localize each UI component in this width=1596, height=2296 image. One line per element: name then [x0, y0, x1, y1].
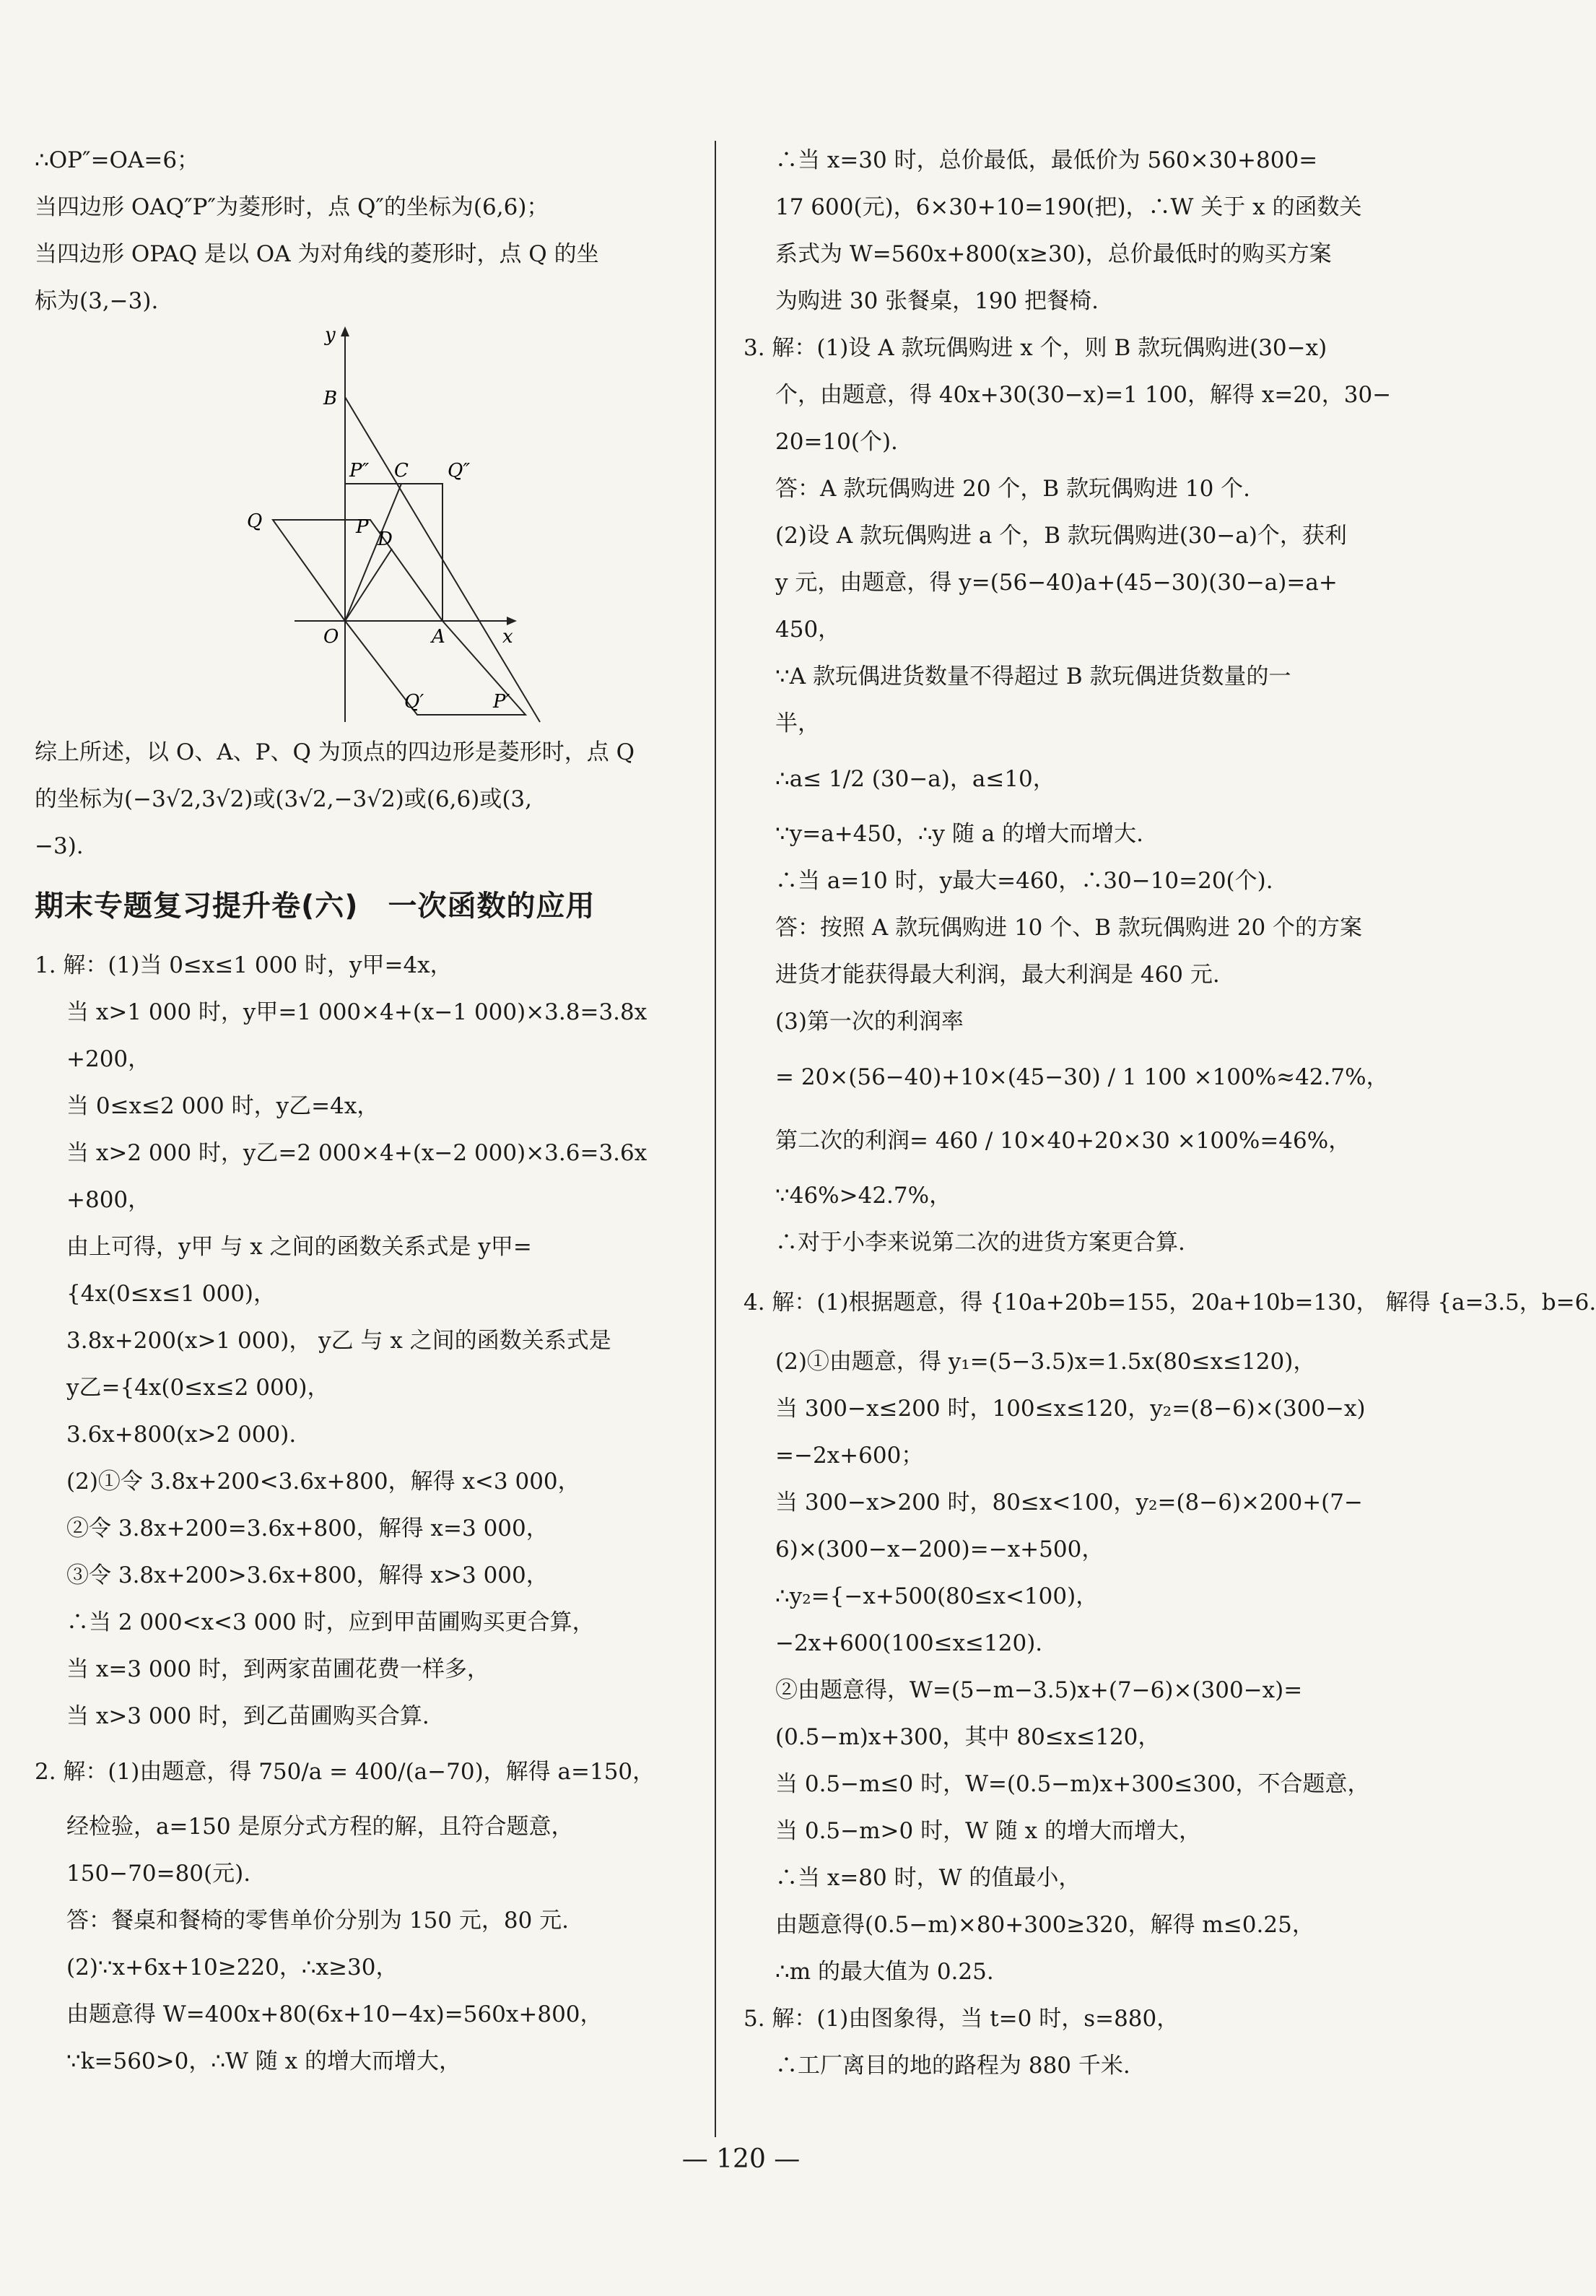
question-5-line: 5. 解：(1)由图象得，当 t=0 时，s=880， — [744, 2006, 1179, 2032]
question-4-line: 6)×(300−x−200)=−x+500， — [775, 1536, 1104, 1562]
question-3-line: 20=10(个). — [775, 429, 898, 455]
question-1-line: +200， — [66, 1046, 151, 1072]
text-line: 标为(3,−3). — [35, 288, 159, 314]
label-p-double-prime: P″ — [349, 460, 370, 482]
question-3-line: y 元，由题意，得 y=(56−40)a+(45−30)(30−a)=a+ — [775, 570, 1338, 596]
text-line: 的坐标为(−3√2,3√2)或(3√2,−3√2)或(6,6)或(3, — [35, 786, 532, 812]
question-1-line: ③令 3.8x+200>3.6x+800，解得 x>3 000， — [66, 1562, 549, 1588]
question-3-line: (2)设 A 款玩偶购进 a 个，B 款玩偶购进(30−a)个，获利 — [775, 523, 1347, 549]
question-3-line: 第二次的利润= 460 / 10×40+20×30 ×100%=46%， — [775, 1128, 1351, 1154]
question-4-line: ∴当 x=80 时，W 的值最小， — [775, 1865, 1081, 1891]
question-3-line: (3)第一次的利润率 — [775, 1009, 964, 1035]
question-4-line: (0.5−m)x+300，其中 80≤x≤120， — [775, 1724, 1161, 1750]
text-line: ∴OP″=OA=6； — [35, 147, 200, 173]
label-c: C — [394, 460, 409, 482]
question-2-line: (2)∵x+6x+10≥220，∴x≥30， — [66, 1954, 398, 1980]
question-2-line: ∵k=560>0，∴W 随 x 的增大而增大， — [66, 2048, 461, 2074]
question-5-line: ∴工厂离目的地的路程为 880 千米. — [775, 2053, 1130, 2079]
coordinate-figure — [35, 325, 699, 729]
question-1-line: 3.6x+800(x>2 000). — [66, 1422, 297, 1448]
label-d: D — [378, 529, 393, 550]
question-4-line: 当 0.5−m>0 时，W 随 x 的增大而增大， — [775, 1818, 1201, 1844]
question-4-line: 当 300−x>200 时，80≤x<100，y₂=(8−6)×200+(7− — [775, 1490, 1363, 1516]
text-line: 综上所述，以 O、A、P、Q 为顶点的四边形是菱形时，点 Q — [35, 739, 635, 765]
question-4-line: ②由题意得，W=(5−m−3.5)x+(7−6)×(300−x)= — [775, 1677, 1303, 1703]
question-1-line: 当 x>2 000 时，y乙=2 000×4+(x−2 000)×3.6=3.6x — [66, 1140, 647, 1166]
question-1-line: (2)①令 3.8x+200<3.6x+800，解得 x<3 000， — [66, 1469, 580, 1495]
question-1-line: 当 x>1 000 时，y甲=1 000×4+(x−1 000)×3.8=3.8x — [66, 999, 647, 1025]
question-4-line: 当 300−x≤200 时，100≤x≤120，y₂=(8−6)×(300−x) — [775, 1396, 1366, 1422]
question-1-line: +800， — [66, 1187, 151, 1213]
question-2-line: 由题意得 W=400x+80(6x+10−4x)=560x+800， — [66, 2001, 603, 2027]
question-1-line: 1. 解：(1)当 0≤x≤1 000 时，y甲=4x， — [35, 952, 453, 978]
column-divider — [715, 141, 716, 2137]
question-3-line: ∴a≤ 1/2 (30−a)，a≤10， — [775, 766, 1055, 792]
question-4-line: ∴m 的最大值为 0.25. — [775, 1959, 994, 1985]
question-1-line: ∴当 2 000<x<3 000 时，应到甲苗圃购买更合算， — [66, 1609, 595, 1635]
question-3-line: 答：按照 A 款玩偶购进 10 个、B 款玩偶购进 20 个的方案 — [775, 915, 1363, 941]
question-3-line: 3. 解：(1)设 A 款玩偶购进 x 个，则 B 款玩偶购进(30−x) — [744, 335, 1327, 361]
text-line: 当四边形 OPAQ 是以 OA 为对角线的菱形时，点 Q 的坐 — [35, 241, 599, 267]
label-q-prime: Q′ — [404, 691, 424, 713]
question-2-line: 为购进 30 张餐桌，190 把餐椅. — [775, 288, 1099, 314]
question-4-line: 4. 解：(1)根据题意，得 {10a+20b=155，20a+10b=130， 解得 {a=3.5，b=6. — [744, 1290, 1596, 1316]
label-a: A — [432, 626, 445, 648]
question-3-line: 450， — [775, 617, 841, 643]
label-o: O — [323, 626, 339, 648]
question-2-line: 经检验，a=150 是原分式方程的解，且符合题意， — [66, 1814, 574, 1840]
question-3-line: ∵y=a+450，∴y 随 a 的增大而增大. — [775, 821, 1143, 847]
question-3-line: = 20×(56−40)+10×(45−30) / 1 100 ×100%≈42.7%， — [775, 1064, 1389, 1090]
question-3-line: 答：A 款玩偶购进 20 个，B 款玩偶购进 10 个. — [775, 476, 1251, 502]
question-1-line: 当 x=3 000 时，到两家苗圃花费一样多， — [66, 1656, 489, 1682]
question-4-line: (2)①由题意，得 y₁=(5−3.5)x=1.5x(80≤x≤120)， — [775, 1349, 1316, 1375]
rhombus-diagram — [215, 325, 562, 729]
label-p-prime: P′ — [493, 691, 510, 713]
question-1-line: y乙={4x(0≤x≤2 000)， — [66, 1375, 330, 1401]
question-3-line: ∵A 款玩偶进货数量不得超过 B 款玩偶进货数量的一 — [775, 664, 1291, 690]
question-4-line: ∴y₂={−x+500(80≤x<100)， — [775, 1583, 1099, 1609]
question-4-line: =−2x+600； — [775, 1443, 924, 1469]
question-3-line: 半， — [775, 710, 820, 736]
question-2-line: 17 600(元)，6×30+10=190(把)，∴W 关于 x 的函数关 — [775, 194, 1362, 220]
question-1-line: 由上可得，y甲 与 x 之间的函数关系式是 y甲= — [66, 1234, 532, 1260]
label-b: B — [323, 388, 338, 409]
question-3-line: 进货才能获得最大利润，最大利润是 460 元. — [775, 962, 1220, 988]
question-4-line: −2x+600(100≤x≤120). — [775, 1630, 1043, 1656]
left-column — [35, 137, 699, 2085]
question-3-line: ∴当 a=10 时，y最大=460，∴30−10=20(个). — [775, 868, 1273, 894]
label-x: x — [502, 626, 513, 648]
question-3-line: ∵46%>42.7%， — [775, 1183, 952, 1209]
label-q-double-prime: Q″ — [448, 460, 471, 482]
segment-od — [345, 549, 392, 621]
question-2-line: 答：餐桌和餐椅的零售单价分别为 150 元，80 元. — [66, 1908, 570, 1934]
question-2-line: 2. 解：(1)由题意，得 750/a = 400/(a−70)，解得 a=150， — [35, 1759, 655, 1785]
text-line: 当四边形 OAQ″P″为菱形时，点 Q″的坐标为(6,6)； — [35, 194, 549, 220]
label-q: Q — [247, 510, 263, 532]
label-p: P — [356, 516, 369, 538]
question-3-line: 个，由题意，得 40x+30(30−x)=1 100，解得 x=20，30− — [775, 382, 1392, 408]
right-column — [744, 137, 1596, 2090]
question-4-line: 当 0.5−m≤0 时，W=(0.5−m)x+300≤300，不合题意， — [775, 1771, 1370, 1797]
y-axis-arrow — [341, 326, 349, 336]
page-number: — 120 — — [681, 2144, 801, 2174]
question-3-line: ∴对于小李来说第二次的进货方案更合算. — [775, 1230, 1185, 1256]
section-title: 期末专题复习提升卷(六) 一次函数的应用 — [35, 890, 596, 923]
question-2-line: ∴当 x=30 时，总价最低，最低价为 560×30+800= — [775, 147, 1318, 173]
question-2-line: 150−70=80(元). — [66, 1861, 251, 1887]
question-1-line: 3.8x+200(x>1 000)， y乙 与 x 之间的函数关系式是 — [66, 1328, 611, 1354]
question-1-line: {4x(0≤x≤1 000)， — [66, 1281, 276, 1307]
text-line: −3). — [35, 833, 84, 859]
x-axis-arrow — [507, 617, 517, 625]
question-1-line: 当 x>3 000 时，到乙苗圃购买合算. — [66, 1703, 429, 1729]
question-1-line: ②令 3.8x+200=3.6x+800，解得 x=3 000， — [66, 1516, 549, 1541]
question-1-line: 当 0≤x≤2 000 时，y乙=4x， — [66, 1093, 380, 1119]
question-4-line: 由题意得(0.5−m)×80+300≥320，解得 m≤0.25， — [775, 1912, 1314, 1938]
label-y: y — [325, 324, 336, 346]
question-2-line: 系式为 W=560x+800(x≥30)，总价最低时的购买方案 — [775, 241, 1332, 267]
